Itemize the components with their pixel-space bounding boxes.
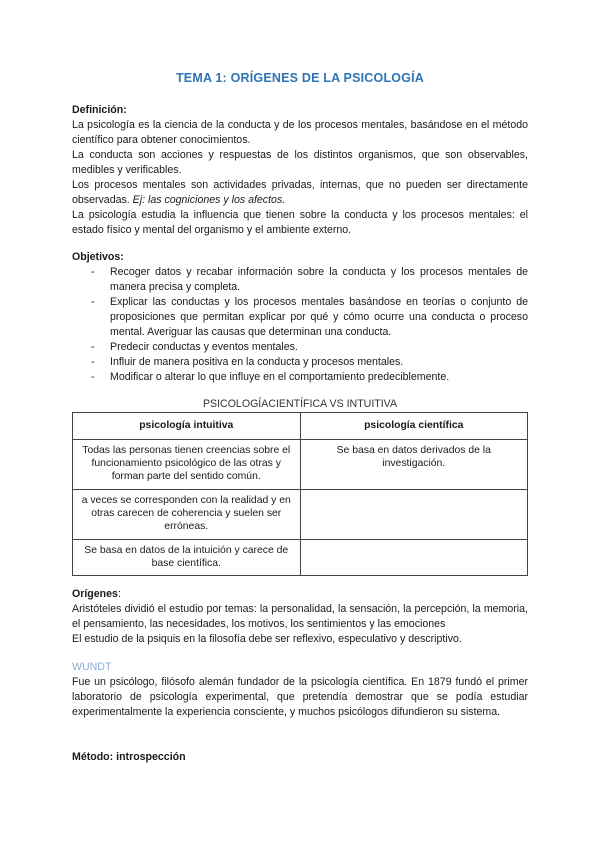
definition-section [72, 103, 528, 238]
wundt-heading: WUNDT [72, 661, 112, 673]
definition-paragraph-4: La psicología estudia la influencia que tienen sobre la conducta y los procesos mentales: el estado físico y mental del organismo y el ambiente externo. [72, 209, 528, 236]
definition-paragraph-2: La conducta son acciones y respuestas de los distintos organismos, que son observables, medibles y verificables. [72, 149, 528, 176]
comparison-table [72, 412, 528, 576]
objectives-section [72, 250, 528, 385]
list-item: - Influir de manera positiva en la conducta y procesos mentales. [91, 356, 404, 368]
table-header-intuitive: psicología intuitiva [73, 413, 301, 440]
table-cell: Se basa en datos derivados de la investigación. [300, 440, 528, 490]
wundt-paragraph: Fue un psicólogo, filósofo alemán fundador de la psicología científica. En 1879 fundó el primer laboratorio de psicología experimental, que pretendía demostrar que se podía estudiar experimentalmente la experiencia consciente, y muchos psicólogos difundieron su sistema. [72, 676, 528, 718]
table-row [73, 440, 528, 490]
wundt-section [72, 660, 528, 720]
definition-paragraph-3-text: Los procesos mentales son actividades privadas, internas, que no pueden ser directamente observadas. [72, 179, 528, 206]
list-item: - Predecir conductas y eventos mentales. [91, 341, 298, 353]
page-title: TEMA 1: ORÍGENES DE LA PSICOLOGÍA [175, 71, 425, 85]
list-item: - Recoger datos y recabar información sobre la conducta y los procesos mentales de manera precisa y completa. [91, 266, 528, 293]
table-cell: Todas las personas tienen creencias sobre el funcionamiento psicológico de las otras y forman parte del sentido común. [73, 440, 301, 490]
origins-section [72, 587, 528, 647]
definition-heading: Definición: [72, 104, 127, 116]
origins-paragraph-1: Aristóteles dividió el estudio por temas: la personalidad, la sensación, la percepción, la memoria, el pensamiento, las necesidades, los motivos, los sentimientos y las emociones [72, 603, 528, 630]
definition-paragraph-1: La psicología es la ciencia de la conducta y de los procesos mentales, basándose en el método científico para obtener conocimientos. [72, 119, 528, 146]
list-item: - Modificar o alterar lo que influye en el comportamiento predeciblemente. [91, 371, 450, 383]
objectives-list [91, 265, 528, 385]
table-caption: PSICOLOGÍACIENTÍFICA VS INTUITIVA [202, 398, 398, 410]
table-row [73, 540, 528, 576]
method-section [72, 750, 528, 765]
origins-heading-colon: : [117, 588, 121, 600]
table-cell [300, 490, 528, 540]
table-row [73, 490, 528, 540]
definition-example: Ej: las cogniciones y los afectos. [132, 194, 286, 206]
method-heading: Método: introspección [72, 751, 186, 763]
table-cell: Se basa en datos de la intuición y carece de base científica. [73, 540, 301, 576]
table-cell: a veces se corresponden con la realidad y en otras carecen de coherencia y suelen ser erróneas. [73, 490, 301, 540]
table-header-scientific: psicología científica [300, 413, 528, 440]
origins-heading: Orígenes [72, 588, 118, 600]
table-cell [300, 540, 528, 576]
definition-paragraph-3 [72, 178, 528, 208]
origins-heading-line [72, 587, 528, 602]
list-item: - Explicar las conductas y los procesos mentales basándose en teorías o conjunto de proposiciones que permitan explicar por qué y cómo ocurre una conducta o proceso mental. Averiguar las causas que determinan una conducta. [91, 296, 528, 338]
table-header-row [73, 413, 528, 440]
objectives-heading: Objetivos: [72, 251, 124, 263]
origins-paragraph-2: El estudio de la psiquis en la filosofía debe ser reflexivo, especulativo y descriptivo. [72, 633, 462, 645]
